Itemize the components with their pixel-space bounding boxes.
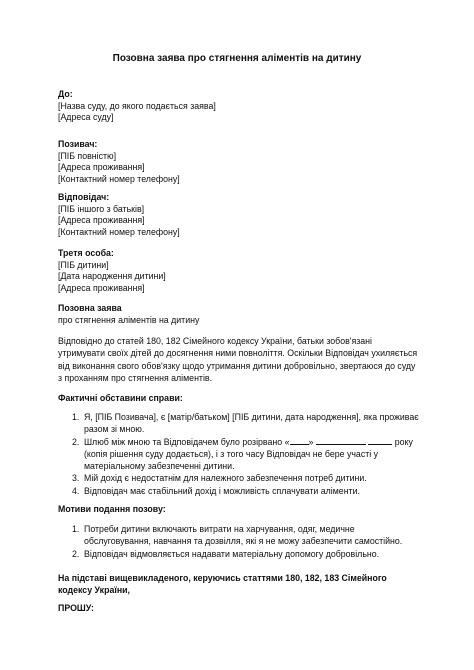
list-text: Я, [ПІБ Позивача], є [матір/батьком] [ПІБ дитини, дата народження], яка проживає разом зі мною.	[84, 412, 419, 435]
motives-list	[58, 523, 420, 560]
to-block	[58, 89, 418, 124]
list-number: 3.	[72, 473, 80, 484]
list-item	[58, 411, 420, 436]
list-text: року (копія рішення суду додається), і з того часу Відповідач не бере участі у матеріальному забезпеченні дитини.	[84, 436, 413, 472]
plaintiff-phone-line: [Контактний номер телефону]	[58, 173, 180, 184]
list-number: 4.	[72, 485, 80, 496]
document-title: Позовна заява про стягнення аліментів на дитину	[112, 53, 362, 64]
year-blank	[368, 436, 392, 445]
list-text: Відповідач відмовляється надавати матеріальну допомогу добровільно.	[84, 548, 380, 559]
list-item	[58, 548, 420, 560]
child-name-line: [ПІБ дитини]	[58, 259, 109, 270]
court-address-line: [Адреса суду]	[58, 112, 114, 123]
third-party-heading: Третя особа:	[58, 248, 114, 258]
list-number: 1.	[72, 412, 80, 422]
third-party-block	[58, 248, 418, 294]
list-item	[58, 485, 420, 497]
to-heading: До:	[58, 89, 73, 99]
list-number: 2.	[72, 548, 80, 559]
claim-heading: Позовна заява	[58, 303, 122, 313]
month-blank	[316, 436, 366, 445]
basis-paragraph: На підставі вищевикладеного, керуючись статтями 180, 182, 183 Сімейного кодексу України,	[58, 573, 387, 596]
list-number: 1.	[72, 524, 80, 534]
list-text: Відповідач має стабільний дохід і можливість сплачувати аліменти.	[84, 485, 360, 496]
plaintiff-heading: Позивач:	[58, 139, 98, 149]
defendant-block	[58, 192, 418, 238]
list-number: 2.	[72, 436, 80, 447]
defendant-phone-line: [Контактний номер телефону]	[58, 226, 180, 237]
defendant-heading: Відповідач:	[58, 192, 110, 202]
court-name-line: [Назва суду, до якого подається заява]	[58, 100, 216, 111]
plaintiff-address-line: [Адреса проживання]	[58, 162, 145, 173]
list-item	[58, 436, 420, 473]
day-blank	[290, 436, 309, 445]
list-text: Мій дохід є недостатнім для належного забезпечення потреб дитини.	[84, 473, 367, 484]
list-text: »	[308, 436, 314, 447]
list-item	[58, 472, 420, 484]
claim-block	[58, 303, 418, 326]
intro-paragraph: Відповідно до статей 180, 182 Сімейного кодексу України, батьки зобов'язані утримувати своїх дітей до досягнення ними повноліття. Оскільки Відповідач ухиляється від виконання свого обов'язку щодо утримання дитини добровільно, звертаюся до суду з проханням про стягнення аліментів.	[58, 336, 418, 383]
plaintiff-name-line: [ПІБ повністю]	[58, 150, 117, 161]
child-birthdate-line: [Дата народження дитини]	[58, 271, 166, 282]
facts-list	[58, 411, 420, 497]
defendant-name-line: [ПІБ іншого з батьків]	[58, 203, 145, 214]
request-heading: ПРОШУ:	[58, 603, 94, 613]
plaintiff-block	[58, 139, 418, 185]
defendant-address-line: [Адреса проживання]	[58, 215, 145, 226]
motives-heading: Мотиви подання позову:	[58, 504, 166, 514]
list-text: Шлюб між мною та Відповідачем було розірвано «	[84, 436, 290, 447]
child-address-line: [Адреса проживання]	[58, 282, 145, 293]
list-text: Потреби дитини включають витрати на харчування, одяг, медичне обслуговування, навчання та дозвілля, які я не можу забезпечити самостійно.	[84, 524, 403, 547]
list-item	[58, 523, 420, 548]
facts-heading: Фактичні обставини справи:	[58, 393, 183, 403]
claim-subheading: про стягнення аліментів на дитину	[58, 314, 200, 325]
